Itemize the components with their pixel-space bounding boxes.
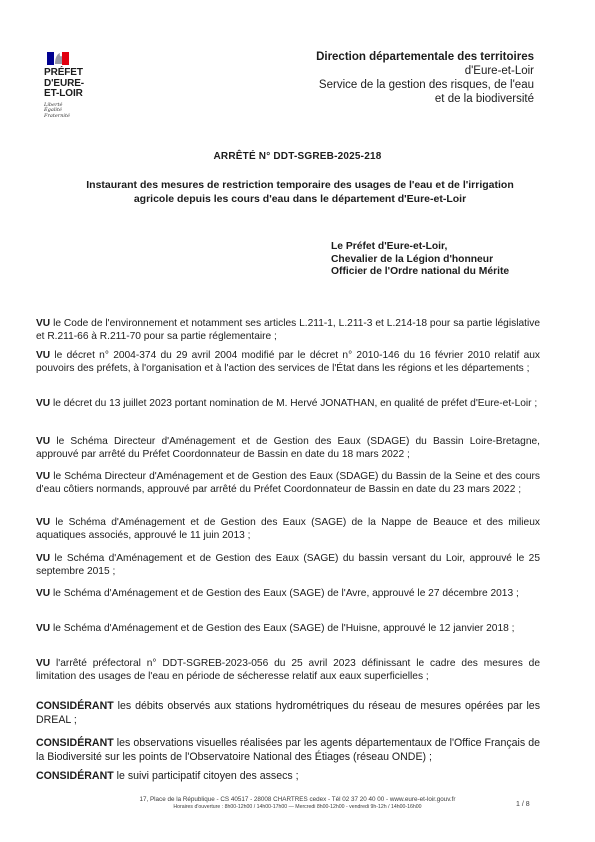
motto-line: Fraternité — [44, 112, 70, 119]
clause-text: le Schéma d'Aménagement et de Gestion des Eaux (SAGE) du bassin versant du Loir, approuvé le 25 septembre 2015 ; — [36, 553, 540, 577]
logo-line: D'EURE- — [44, 77, 85, 89]
page-number: 1 / 8 — [516, 801, 530, 808]
clause-keyword: VU — [36, 436, 51, 447]
clause-keyword: CONSIDÉRANT — [36, 770, 114, 782]
service-line: et de la biodiversité — [434, 93, 534, 105]
clause-keyword: VU — [36, 350, 51, 361]
motto-line: Égalité — [44, 107, 62, 114]
clause-keyword: VU — [36, 398, 51, 409]
vu-clause — [36, 587, 540, 600]
clause-text: le Schéma Directeur d'Aménagement et de Gestion des Eaux (SDAGE) du Bassin Loire-Bretagne, approuvé par arrêté du Préfet Coordonnateur de Bassin en date du 18 mars 2022 ; — [36, 436, 540, 460]
motto-line: Liberté — [44, 101, 63, 108]
vu-clause — [36, 657, 540, 683]
clause-text: l'arrêté préfectoral n° DDT-SGREB-2023-056 du 25 avril 2023 définissant le cadre des mesures de limitation des usages de l'eau en période de sécheresse relatif aux eaux superficielles ; — [36, 658, 540, 682]
arrete-subject — [60, 178, 540, 206]
clause-text: le décret n° 2004-374 du 29 avril 2004 modifié par le décret n° 2010-146 du 16 février 2010 relatif aux pouvoirs des préfets, à l'organisation et à l'action des services de l'État dans les régions et les départements ; — [36, 350, 540, 374]
service-line: d'Eure-et-Loir — [464, 65, 534, 77]
vu-clause — [36, 470, 540, 496]
vu-clause — [36, 516, 540, 542]
clause-keyword: VU — [36, 471, 51, 482]
signatory-line: Officier de l'Ordre national du Mérite — [331, 266, 510, 278]
service-line: Service de la gestion des risques, de l'eau — [318, 79, 534, 91]
vu-clause — [36, 317, 540, 343]
signatory-line: Le Préfet d'Eure-et-Loir, — [331, 241, 448, 252]
clause-text: le Schéma d'Aménagement et de Gestion des Eaux (SAGE) de l'Avre, approuvé le 27 décembre 2013 ; — [53, 588, 519, 599]
issuing-service — [316, 50, 534, 106]
prefecture-logo — [44, 52, 104, 119]
clause-text: le Schéma d'Aménagement et de Gestion des Eaux (SAGE) de la Nappe de Beauce et des milieux aquatiques associés, approuvé le 11 juin 2013 ; — [36, 517, 540, 541]
subject-line: agricole depuis les cours d'eau dans le département d'Eure-et-Loir — [133, 193, 467, 205]
page-footer — [60, 796, 535, 811]
service-line: Direction départementale des territoires — [316, 51, 534, 63]
subject-line: Instaurant des mesures de restriction temporaire des usages de l'eau et de l'irrigation — [86, 179, 514, 191]
clause-text: le Schéma Directeur d'Aménagement et de Gestion des Eaux (SDAGE) du Bassin de la Seine et des cours d'eau côtiers normands, approuvé par arrêté du Préfet Coordonnateur de Bassin en date du 23 mars 2022 ; — [36, 471, 540, 495]
clause-keyword: VU — [36, 318, 51, 329]
vu-clause — [36, 435, 540, 461]
logo-line: PRÉFET — [44, 67, 83, 78]
logo-title — [44, 68, 104, 100]
clause-text: les débits observés aux stations hydrométriques du réseau de mesures opérées par les DREAL ; — [36, 700, 540, 726]
footer-opening-hours: Horaires d'ouverture : 8h00-12h00 / 14h00-17h00 — Mercredi 8h00-12h00 - vendredi 9h-12h / 14h00-16h00 — [173, 804, 422, 810]
considerant-clause — [36, 770, 540, 784]
clause-text: le Schéma d'Aménagement et de Gestion des Eaux (SAGE) de l'Huisne, approuvé le 12 janvier 2018 ; — [53, 623, 515, 634]
considerant-clause — [36, 700, 540, 727]
vu-clause — [36, 622, 540, 635]
clause-keyword: VU — [36, 658, 51, 669]
clause-keyword: VU — [36, 623, 51, 634]
signatory-block — [331, 241, 509, 279]
vu-clause — [36, 349, 540, 375]
clause-text: le suivi participatif citoyen des assecs ; — [116, 770, 299, 782]
arrete-number: ARRÊTÉ N° DDT-SGREB-2025-218 — [213, 151, 382, 162]
marianne-emblem-icon — [47, 52, 69, 65]
clause-keyword: VU — [36, 588, 51, 599]
clause-text: le décret du 13 juillet 2023 portant nomination de M. Hervé JONATHAN, en qualité de préfet d'Eure-et-Loir ; — [53, 398, 538, 409]
republic-motto — [44, 103, 104, 120]
vu-clause — [36, 397, 540, 410]
signatory-line: Chevalier de la Légion d'honneur — [331, 253, 494, 265]
logo-line: ET-LOIR — [44, 88, 83, 99]
clause-text: les observations visuelles réalisées par les agents départementaux de l'Office Français de la Biodiversité sur les points de l'Observatoire National des Étiages (réseau ONDE) ; — [36, 737, 540, 763]
footer-address: 17, Place de la République - CS 40517 - 28008 CHARTRES cedex - Tél 02 37 20 40 00 - www.eure-et-loir.gouv.fr — [139, 796, 456, 803]
clause-keyword: CONSIDÉRANT — [36, 700, 114, 712]
vu-clause — [36, 552, 540, 578]
clause-keyword: CONSIDÉRANT — [36, 737, 114, 749]
considerant-clause — [36, 737, 540, 764]
clause-keyword: VU — [36, 553, 51, 564]
clause-keyword: VU — [36, 517, 51, 528]
clause-text: le Code de l'environnement et notamment ses articles L.211-1, L.211-3 et L.214-18 pour sa partie législative et R.211-66 à R.211-70 pour sa partie réglementaire ; — [36, 318, 540, 342]
